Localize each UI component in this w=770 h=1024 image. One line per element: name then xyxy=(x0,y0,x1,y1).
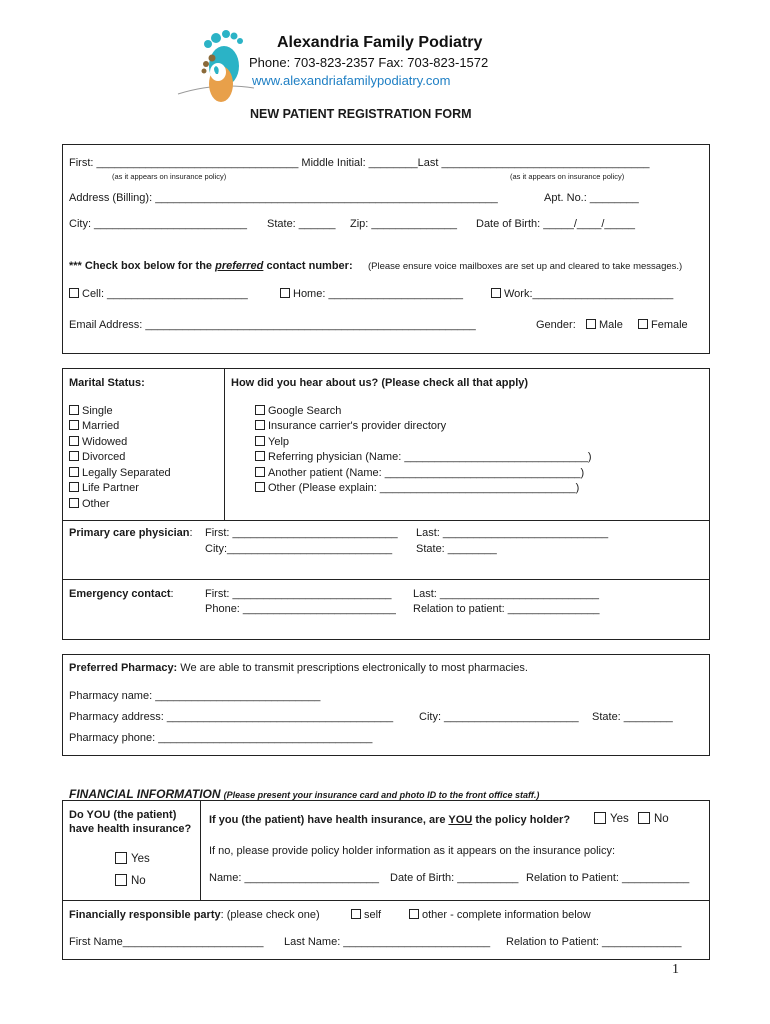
billing-address-field[interactable]: Address (Billing): ________________________________________________________ xyxy=(69,192,498,204)
policy-holder-question xyxy=(209,814,570,826)
financial-party-other[interactable] xyxy=(409,909,591,921)
checkbox[interactable] xyxy=(69,498,79,508)
other-label: other - complete information below xyxy=(422,909,591,921)
marital-option-label: Divorced xyxy=(82,451,126,463)
marital-option-married[interactable] xyxy=(69,420,119,432)
checkbox[interactable] xyxy=(255,451,265,461)
cell-phone-field[interactable]: Cell: _______________________ xyxy=(82,288,248,300)
pcp-first-field[interactable]: First: ___________________________ xyxy=(205,527,398,539)
practice-phone: Phone: 703-823-2357 Fax: 703-823-1572 xyxy=(249,55,489,70)
checkbox[interactable] xyxy=(69,451,79,461)
pcp-state-field[interactable]: State: ________ xyxy=(416,543,497,555)
no-label: No xyxy=(131,875,146,887)
has-insurance-yes-checkbox[interactable] xyxy=(115,852,127,864)
checkbox[interactable] xyxy=(255,482,265,492)
pcp-heading xyxy=(69,527,193,539)
financial-note: (Please present your insurance card and photo ID to the front office staff.) xyxy=(223,790,540,800)
home-phone-option[interactable] xyxy=(280,288,463,300)
policy-holder-yes[interactable] xyxy=(594,812,629,825)
pcp-label: Primary care physician xyxy=(69,527,190,539)
pharmacy-address-field[interactable]: Pharmacy address: _____________________________________ xyxy=(69,711,394,723)
home-phone-field[interactable]: Home: ______________________ xyxy=(293,288,464,300)
financial-party-label: Financially responsible party xyxy=(69,909,221,921)
financial-divider-horizontal xyxy=(62,900,710,901)
pcp-colon: : xyxy=(189,527,193,539)
state-field[interactable]: State: ______ xyxy=(267,218,336,230)
insurance-question-line2: have health insurance? xyxy=(69,823,192,835)
yes-label: Yes xyxy=(610,813,629,825)
cell-phone-option[interactable] xyxy=(69,288,248,300)
referral-option-physician[interactable] xyxy=(255,451,592,463)
emergency-contact-heading xyxy=(69,588,174,600)
policy-holder-yes-checkbox[interactable] xyxy=(594,812,606,824)
checkbox[interactable] xyxy=(255,436,265,446)
emergency-relation-field[interactable]: Relation to patient: _______________ xyxy=(413,603,600,615)
female-label: Female xyxy=(651,319,688,331)
referral-option-label: Insurance carrier's provider directory xyxy=(268,420,447,432)
responsible-relation-field[interactable]: Relation to Patient: _____________ xyxy=(506,936,682,948)
marital-option-single[interactable] xyxy=(69,405,113,417)
responsible-first-name-field[interactable]: First Name_______________________ xyxy=(69,936,264,948)
policy-holder-instructions: If no, please provide policy holder information as it appears on the insurance policy: xyxy=(209,845,616,857)
referral-option-patient[interactable] xyxy=(255,467,584,479)
work-phone-option[interactable] xyxy=(491,288,673,300)
gender-female-option[interactable] xyxy=(638,319,688,331)
work-phone-field[interactable]: Work:_______________________ xyxy=(504,288,674,300)
preferred-prefix: *** Check box below for the xyxy=(69,260,216,272)
marital-option-label: Widowed xyxy=(82,436,128,448)
male-checkbox[interactable] xyxy=(586,319,596,329)
referral-option-label: Yelp xyxy=(268,436,290,448)
referral-option-other[interactable] xyxy=(255,482,579,494)
emergency-first-field[interactable]: First: __________________________ xyxy=(205,588,392,600)
marital-option-life-partner[interactable] xyxy=(69,482,139,494)
pharmacy-intro xyxy=(69,662,528,674)
checkbox[interactable] xyxy=(255,467,265,477)
emergency-last-field[interactable]: Last: __________________________ xyxy=(413,588,599,600)
financial-heading xyxy=(69,787,539,801)
policy-question-you: YOU xyxy=(448,814,473,826)
policy-question-suffix: the policy holder? xyxy=(472,814,571,826)
self-checkbox[interactable] xyxy=(351,909,361,919)
date-of-birth-field[interactable]: Date of Birth: _____/____/_____ xyxy=(476,218,636,230)
referral-option-insurance-directory[interactable] xyxy=(255,420,446,432)
gender-label: Gender: xyxy=(536,319,576,331)
practice-name: Alexandria Family Podiatry xyxy=(277,34,483,51)
preferred-suffix: contact number: xyxy=(263,260,353,272)
referral-option-google[interactable] xyxy=(255,405,341,417)
marital-option-other[interactable] xyxy=(69,498,110,510)
marital-option-widowed[interactable] xyxy=(69,436,127,448)
home-checkbox[interactable] xyxy=(280,288,290,298)
work-checkbox[interactable] xyxy=(491,288,501,298)
voicemail-note: (Please ensure voice mailboxes are set up and cleared to take messages.) xyxy=(368,261,683,272)
marital-option-label: Other xyxy=(82,498,110,510)
section2-row-divider-1 xyxy=(62,520,710,521)
last-name-hint: (as it appears on insurance policy) xyxy=(510,172,625,181)
section2-divider xyxy=(224,368,225,520)
preferred-word: preferred xyxy=(215,260,264,272)
page-number: 1 xyxy=(672,962,679,977)
pharmacy-note: We are able to transmit prescriptions electronically to most pharmacies. xyxy=(177,662,528,674)
pharmacy-state-field[interactable]: State: ________ xyxy=(592,711,673,723)
marital-option-label: Life Partner xyxy=(82,482,139,494)
referral-option-label: Other (Please explain: ________________________________) xyxy=(268,482,580,494)
pcp-city-field[interactable]: City:___________________________ xyxy=(205,543,393,555)
marital-option-divorced[interactable] xyxy=(69,451,125,463)
practice-logo xyxy=(176,24,256,106)
has-insurance-yes[interactable] xyxy=(115,852,150,865)
yes-label: Yes xyxy=(131,853,150,865)
emergency-contact-colon: : xyxy=(170,588,174,600)
emergency-phone-field[interactable]: Phone: _________________________ xyxy=(205,603,396,615)
name-line[interactable]: First: _________________________________ Middle Initial: ________Last __________________________________ xyxy=(69,157,650,169)
checkbox[interactable] xyxy=(69,467,79,477)
checkbox[interactable] xyxy=(255,405,265,415)
marital-option-label: Single xyxy=(82,405,113,417)
financial-party-note: : (please check one) xyxy=(220,909,320,921)
referral-option-label: Referring physician (Name: ______________________________) xyxy=(268,451,592,463)
other-checkbox[interactable] xyxy=(409,909,419,919)
first-name-hint: (as it appears on insurance policy) xyxy=(112,172,227,181)
female-checkbox[interactable] xyxy=(638,319,648,329)
referral-option-yelp[interactable] xyxy=(255,436,289,448)
pharmacy-city-field[interactable]: City: ______________________ xyxy=(419,711,579,723)
policy-question-prefix: If you (the patient) have health insurance, are xyxy=(209,814,449,826)
hear-about-us-heading: How did you hear about us? (Please check all that apply) xyxy=(231,377,529,389)
email-field[interactable]: Email Address: ______________________________________________________ xyxy=(69,319,476,331)
city-field[interactable]: City: _________________________ xyxy=(69,218,247,230)
male-label: Male xyxy=(599,319,623,331)
no-label: No xyxy=(654,813,669,825)
financial-party-self[interactable] xyxy=(351,909,381,921)
policy-holder-relation-field[interactable]: Relation to Patient: ___________ xyxy=(526,872,690,884)
marital-option-legally-separated[interactable] xyxy=(69,467,171,479)
policy-holder-name-field[interactable]: Name: ______________________ xyxy=(209,872,380,884)
apt-number-field[interactable]: Apt. No.: ________ xyxy=(544,192,639,204)
marital-option-label: Married xyxy=(82,420,120,432)
emergency-contact-label: Emergency contact xyxy=(69,588,171,600)
checkbox[interactable] xyxy=(69,482,79,492)
preferred-contact-instruction xyxy=(69,260,353,272)
cell-checkbox[interactable] xyxy=(69,288,79,298)
insurance-question-line1: Do YOU (the patient) xyxy=(69,809,177,821)
financial-title: FINANCIAL INFORMATION xyxy=(69,787,221,801)
financial-divider-vertical xyxy=(200,800,201,900)
marital-status-heading: Marital Status: xyxy=(69,377,145,389)
referral-option-label: Another patient (Name: ________________________________) xyxy=(268,467,585,479)
practice-website[interactable]: www.alexandriafamilypodiatry.com xyxy=(252,73,451,88)
checkbox[interactable] xyxy=(69,420,79,430)
checkbox[interactable] xyxy=(69,405,79,415)
zip-field[interactable]: Zip: ______________ xyxy=(350,218,458,230)
responsible-last-name-field[interactable]: Last Name: ________________________ xyxy=(284,936,491,948)
pharmacy-phone-field[interactable]: Pharmacy phone: ___________________________________ xyxy=(69,732,373,744)
policy-holder-no-checkbox[interactable] xyxy=(638,812,650,824)
section2-row-divider-2 xyxy=(62,579,710,580)
policy-holder-no[interactable] xyxy=(638,812,669,825)
pcp-last-field[interactable]: Last: ___________________________ xyxy=(416,527,609,539)
referral-option-label: Google Search xyxy=(268,405,342,417)
marital-option-label: Legally Separated xyxy=(82,467,171,479)
has-insurance-no[interactable] xyxy=(115,874,146,887)
checkbox[interactable] xyxy=(69,436,79,446)
checkbox[interactable] xyxy=(255,420,265,430)
form-title: NEW PATIENT REGISTRATION FORM xyxy=(250,107,472,121)
policy-holder-dob-field[interactable]: Date of Birth: __________ xyxy=(390,872,519,884)
gender-male-option[interactable] xyxy=(586,319,623,331)
has-insurance-no-checkbox[interactable] xyxy=(115,874,127,886)
pharmacy-name-field[interactable]: Pharmacy name: ___________________________ xyxy=(69,690,321,702)
financial-party-heading xyxy=(69,909,320,921)
pharmacy-heading: Preferred Pharmacy: xyxy=(69,662,178,674)
self-label: self xyxy=(364,909,382,921)
